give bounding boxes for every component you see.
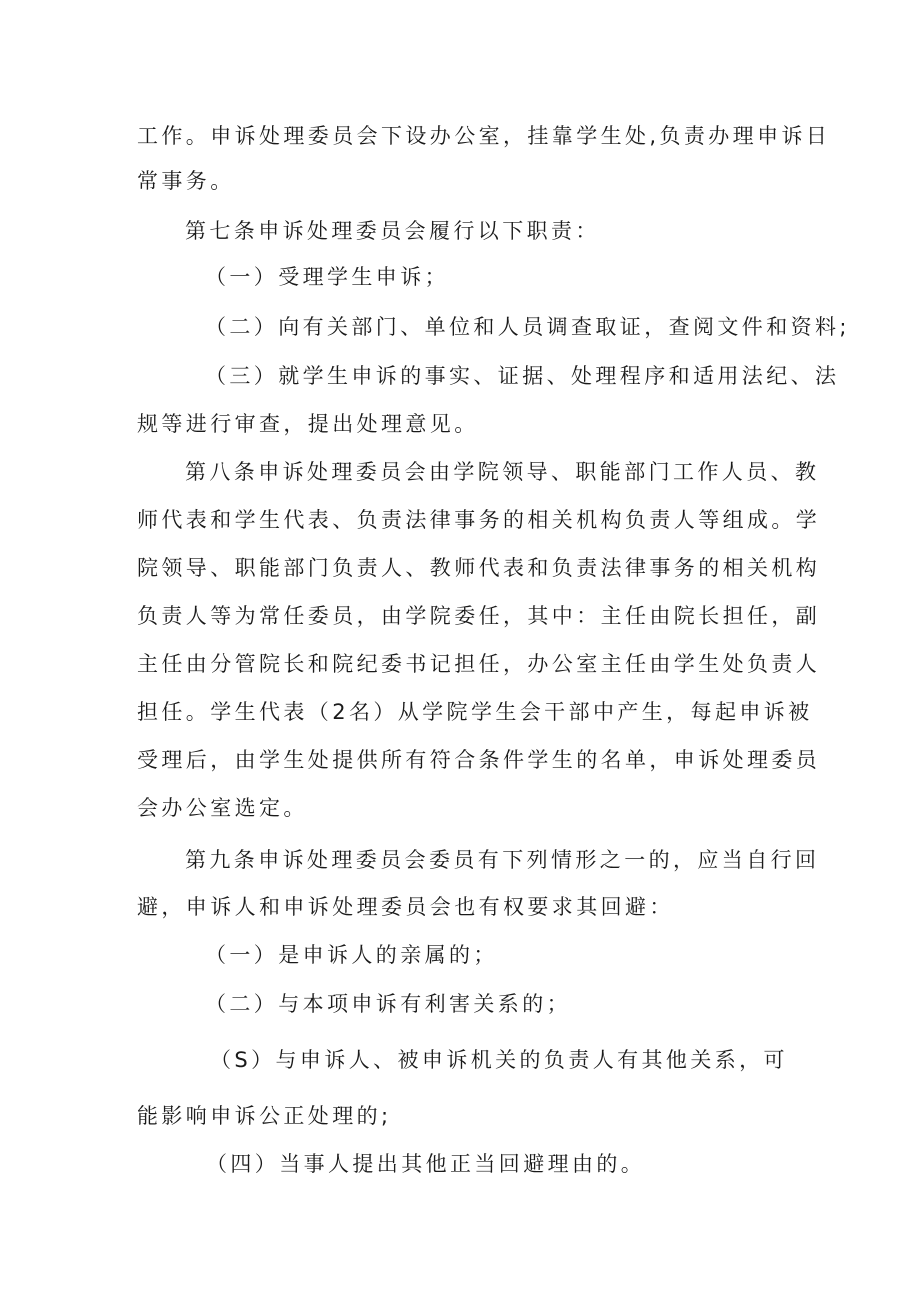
- article-7-heading: 第七条申诉处理委员会履行以下职责：: [185, 219, 600, 243]
- paragraph-line: 院领导、职能部门负责人、教师代表和负责法律事务的相关机构: [137, 556, 821, 580]
- list-item: （三）就学生申诉的事实、证据、处理程序和适用法纪、法: [205, 364, 840, 388]
- list-item: （一）受理学生申诉；: [205, 265, 449, 289]
- paragraph-line: 能影响申诉公正处理的;: [137, 1104, 392, 1128]
- paragraph-line: 规等进行审查，提出处理意见。: [137, 412, 479, 436]
- paragraph-line: 常事务。: [137, 169, 235, 193]
- paragraph-line: 会办公室选定。: [137, 796, 308, 820]
- paragraph-line: 受理后，由学生处提供所有符合条件学生的名单，申诉处理委员: [137, 748, 821, 772]
- paragraph-line: 负责人等为常任委员，由学院委任，其中：主任由院长担任，副: [137, 604, 821, 628]
- list-item: （S）与申诉人、被申诉机关的负责人有其他关系，可: [210, 1048, 788, 1072]
- article-9-line: 第九条申诉处理委员会委员有下列情形之一的，应当自行回: [185, 848, 820, 872]
- list-item: （四）当事人提出其他正当回避理由的。: [206, 1152, 646, 1176]
- paragraph-line: 工作。申诉处理委员会下设办公室，挂靠学生处,负责办理申诉日: [137, 124, 831, 148]
- paragraph-line: 避，申诉人和申诉处理委员会也有权要求其回避：: [137, 895, 674, 919]
- paragraph-line: 担任。学生代表（2名）从学院学生会干部中产生，每起申诉被: [137, 700, 813, 724]
- paragraph-line: 主任由分管院长和院纪委书记担任，办公室主任由学生处负责人: [137, 652, 821, 676]
- list-item: （一）是申诉人的亲属的；: [205, 943, 498, 967]
- list-item: （二）向有关部门、单位和人员调查取证，查阅文件和资料;: [205, 315, 850, 339]
- list-item: （二）与本项申诉有利害关系的；: [205, 992, 571, 1016]
- article-8-line: 第八条申诉处理委员会由学院领导、职能部门工作人员、教: [185, 460, 820, 484]
- paragraph-line: 师代表和学生代表、负责法律事务的相关机构负责人等组成。学: [137, 508, 821, 532]
